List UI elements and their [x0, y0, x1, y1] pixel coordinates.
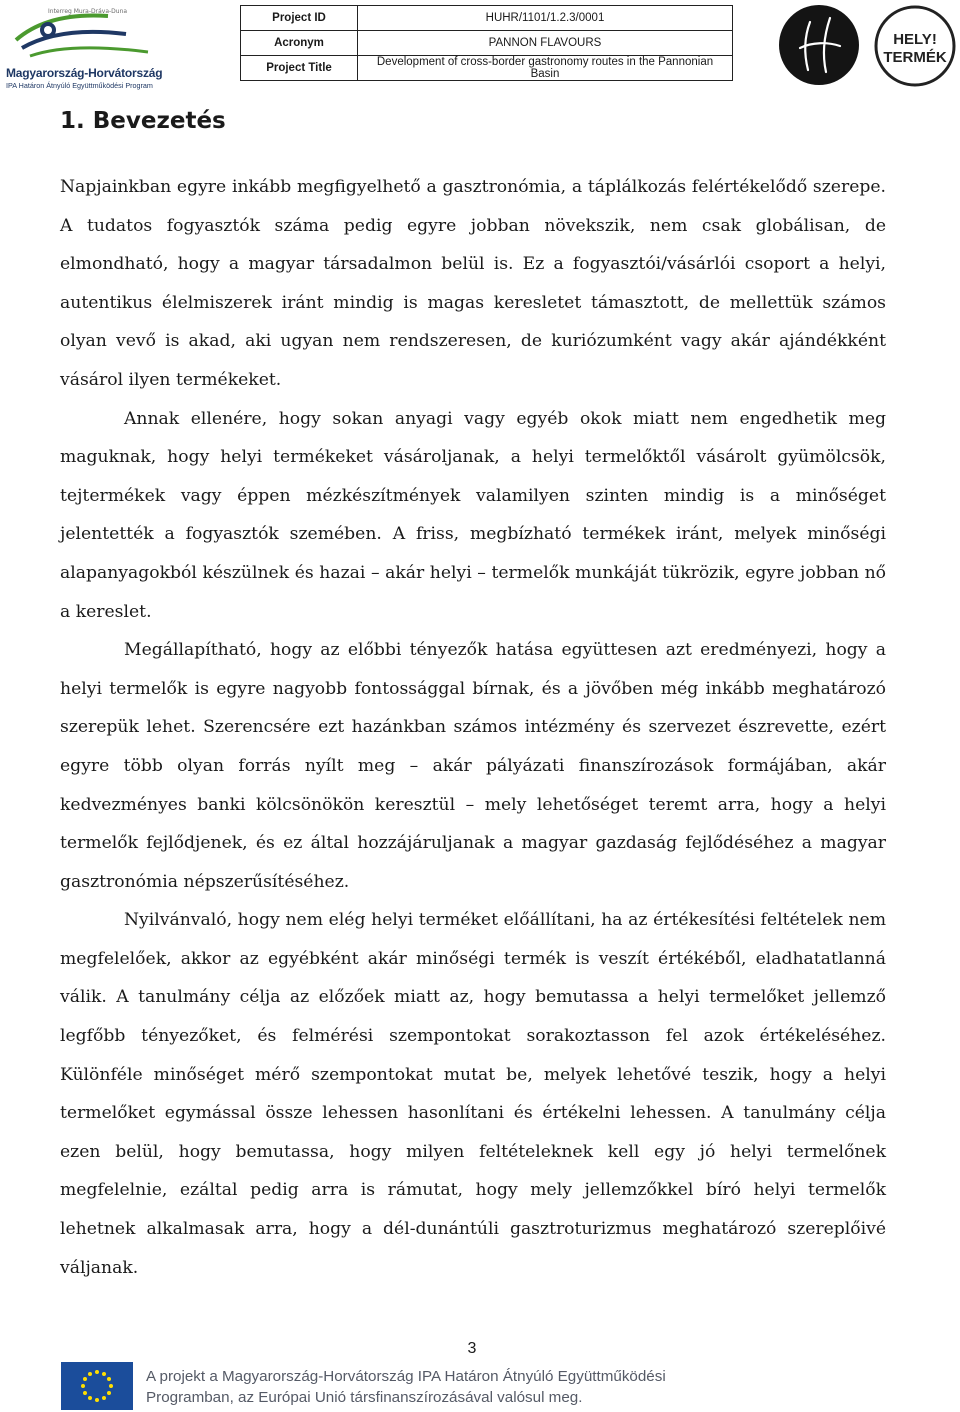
- paragraph-4: Nyilvánvaló, hogy nem elég helyi terméket előállítani, ha az értékesítési feltételek nem megfelelőek, akkor az egyébként akár minőségi termék is veszít értékéből, eladhatatlanná válik. A tanulmány célja az előzőek miatt az, hogy bemutassa a helyi termelőket jellemző legfőbb tényezőket, és felmérési szempontokat sorakoztasson fel azok értékeléséhez. Különféle minőséget mérő szempontokat mutat be, melyek lehetővé teszik, hogy a helyi termelőket egymással össze lehessen hasonlítani és értékelni lehessen. A tanulmány célja ezen belül, hogy bemutassa, hogy milyen feltételeknek kell egy jó helyi termelőnek megfelelnie, ezáltal pedig arra is rámutat, hogy mely jellemzőkkel bíró helyi termelők lehetnek alkalmasak arra, hogy a dél-dunántúli gasztroturizmus meghatározó szereplőivé váljanak.: [60, 910, 886, 1278]
- acronym-value: PANNON FLAVOURS: [358, 31, 733, 56]
- project-title-row: [241, 56, 733, 81]
- project-id-label: Project ID: [241, 6, 358, 31]
- project-info-table: [240, 5, 733, 81]
- footer-line-2: Programban, az Európai Unió társfinanszírozásával valósul meg.: [146, 1389, 583, 1406]
- acronym-row: [241, 31, 733, 56]
- project-id-value: HUHR/1101/1.2.3/0001: [358, 6, 733, 31]
- program-logo: [0, 0, 168, 92]
- eu-flag-icon: [61, 1362, 133, 1410]
- program-name: Magyarország-Horvátország: [6, 66, 163, 80]
- section-heading: 1. Bevezetés: [60, 108, 226, 134]
- paragraph-1: Napjainkban egyre inkább megfigyelhető a gasztronómia, a táplálkozás felértékelődő szerepe. A tudatos fogyasztók száma pedig egyre jobban növekszik, nem csak globálisan, de elmondható, hogy a magyar társadalmon belül is. Ez a fogyasztói/vásárlói csoport a helyi, autentikus élelmiszerek iránt mindig is magas keresletet támasztott, de mellettük számos olyan vevő is akad, aki ugyan nem rendszeresen, de kuriózumként vagy akár ajándékként vásárol ilyen termékeket.: [60, 177, 886, 390]
- project-id-row: [241, 6, 733, 31]
- helyi-logo-line2: TERMÉK: [883, 49, 947, 66]
- footer-line-1: A projekt a Magyarország-Horvátország IPA Határon Átnyúló Együttműködési: [146, 1368, 666, 1385]
- helyi-termek-logo: [873, 4, 957, 88]
- paragraph-2: Annak ellenére, hogy sokan anyagi vagy egyéb okok miatt nem engedhetik meg maguknak, hogy helyi termékeket vásároljanak, a helyi termelőktől vásárolt gyümölcsök, tejtermékek vagy éppen mézkészítmények valamilyen szinten mindig is a minőséget jelentették a fogyasztók szemében. A friss, megbízható termékek iránt, melyek minőségi alapanyagokból készülnek és hazai – akár helyi – termelők munkáját tükrözik, egyre jobban nő a kereslet.: [60, 408, 886, 622]
- program-logo-arc-text: Interreg Mura-Dráva-Duna: [48, 8, 128, 15]
- program-subtitle: IPA Határon Átnyúló Együttműködési Program: [6, 81, 153, 90]
- paragraph-3: Megállapítható, hogy az előbbi tényezők hatása együttesen azt eredményezi, hogy a helyi termelők is egyre nagyobb fontossággal bírnak, és a jövőben még inkább meghatározó szerepük lehet. Szerencsére ezt hazánkban számos intézmény és szervezet észrevette, ezért egyre több olyan forrás nyílt meg – akár pályázati finanszírozások formájában, akár kedvezményes banki kölcsönökön keresztül – mely lehetőséget teremt arra, hogy a helyi termelők fejlődjenek, és ez által hozzájáruljanak a magyar gazdaság fejlődéséhez a magyar gasztronómia népszerűsítéséhez.: [60, 640, 886, 892]
- helyi-logo-line1: HELY!: [893, 31, 937, 48]
- page-number: 3: [467, 1340, 477, 1357]
- document-body: [60, 168, 886, 1287]
- h-monogram-logo: [778, 4, 860, 86]
- project-title-label: Project Title: [241, 56, 358, 81]
- footer-funding-note: [146, 1366, 666, 1408]
- acronym-label: Acronym: [241, 31, 358, 56]
- project-title-value: Development of cross-border gastronomy routes in the Pannonian Basin: [358, 56, 733, 81]
